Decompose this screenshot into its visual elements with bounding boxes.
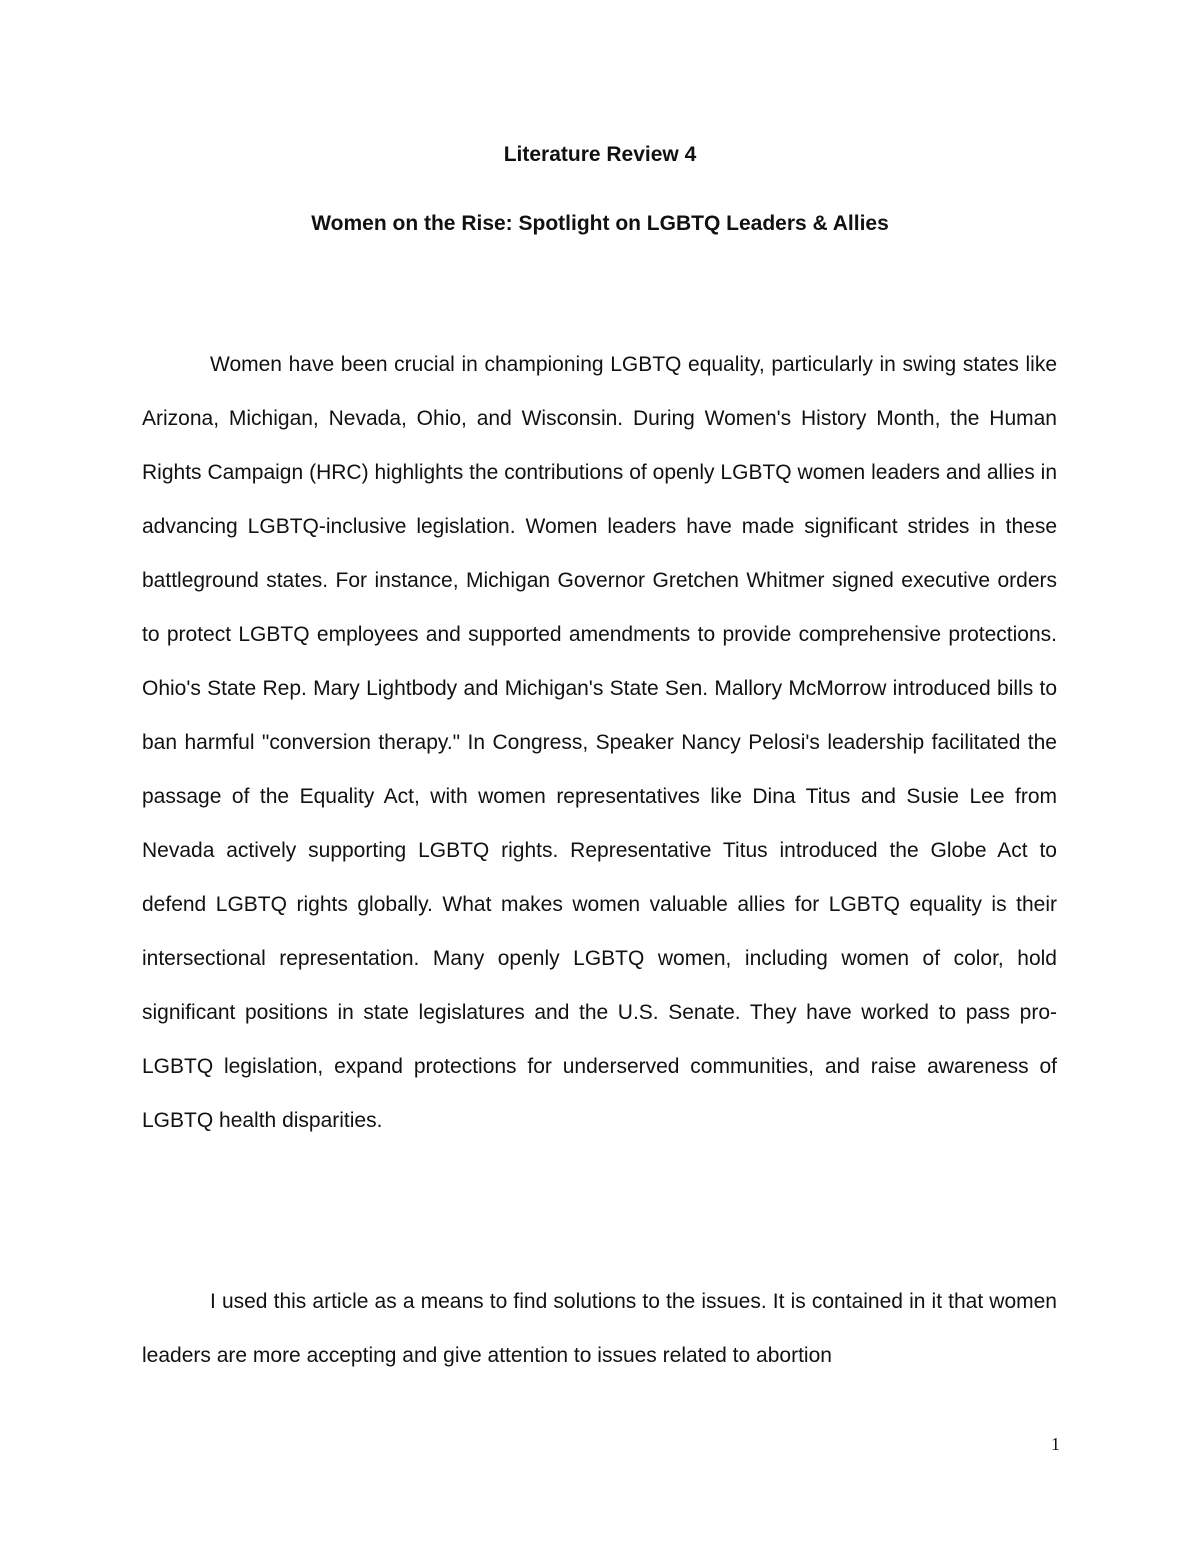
body-paragraph-1: Women have been crucial in championing LGBTQ equality, particularly in swing states like Arizona, Michigan, Nevada, Ohio, and Wisconsin. During Women's History Month, the Human Rights Campaign (HRC) highlights the contributions of openly LGBTQ women leaders and allies in advancing LGBTQ-inclusive legislation. Women leaders have made significant strides in these battleground states. For instance, Michigan Governor Gretchen Whitmer signed executive orders to protect LGBTQ employees and supported amendments to provide comprehensive protections. Ohio's State Rep. Mary Lightbody and Michigan's State Sen. Mallory McMorrow introduced bills to ban harmful "conversion therapy." In Congress, Speaker Nancy Pelosi's leadership facilitated the passage of the Equality Act, with women representatives like Dina Titus and Susie Lee from Nevada actively supporting LGBTQ rights. Representative Titus introduced the Globe Act to defend LGBTQ rights globally. What makes women valuable allies for LGBTQ equality is their intersectional representation. Many openly LGBTQ women, including women of color, hold significant positions in state legislatures and the U.S. Senate. They have worked to pass pro-LGBTQ legislation, expand protections for underserved communities, and raise awareness of LGBTQ health disparities.: [142, 353, 1057, 1132]
document-subtitle: Women on the Rise: Spotlight on LGBTQ Leaders & Allies: [311, 212, 889, 235]
document-title: Literature Review 4: [503, 143, 697, 166]
body-paragraph-2: I used this article as a means to find solutions to the issues. It is contained in it that women leaders are more accepting and give attention to issues related to abortion: [142, 1290, 1057, 1367]
page-number: 1: [1051, 1434, 1060, 1454]
